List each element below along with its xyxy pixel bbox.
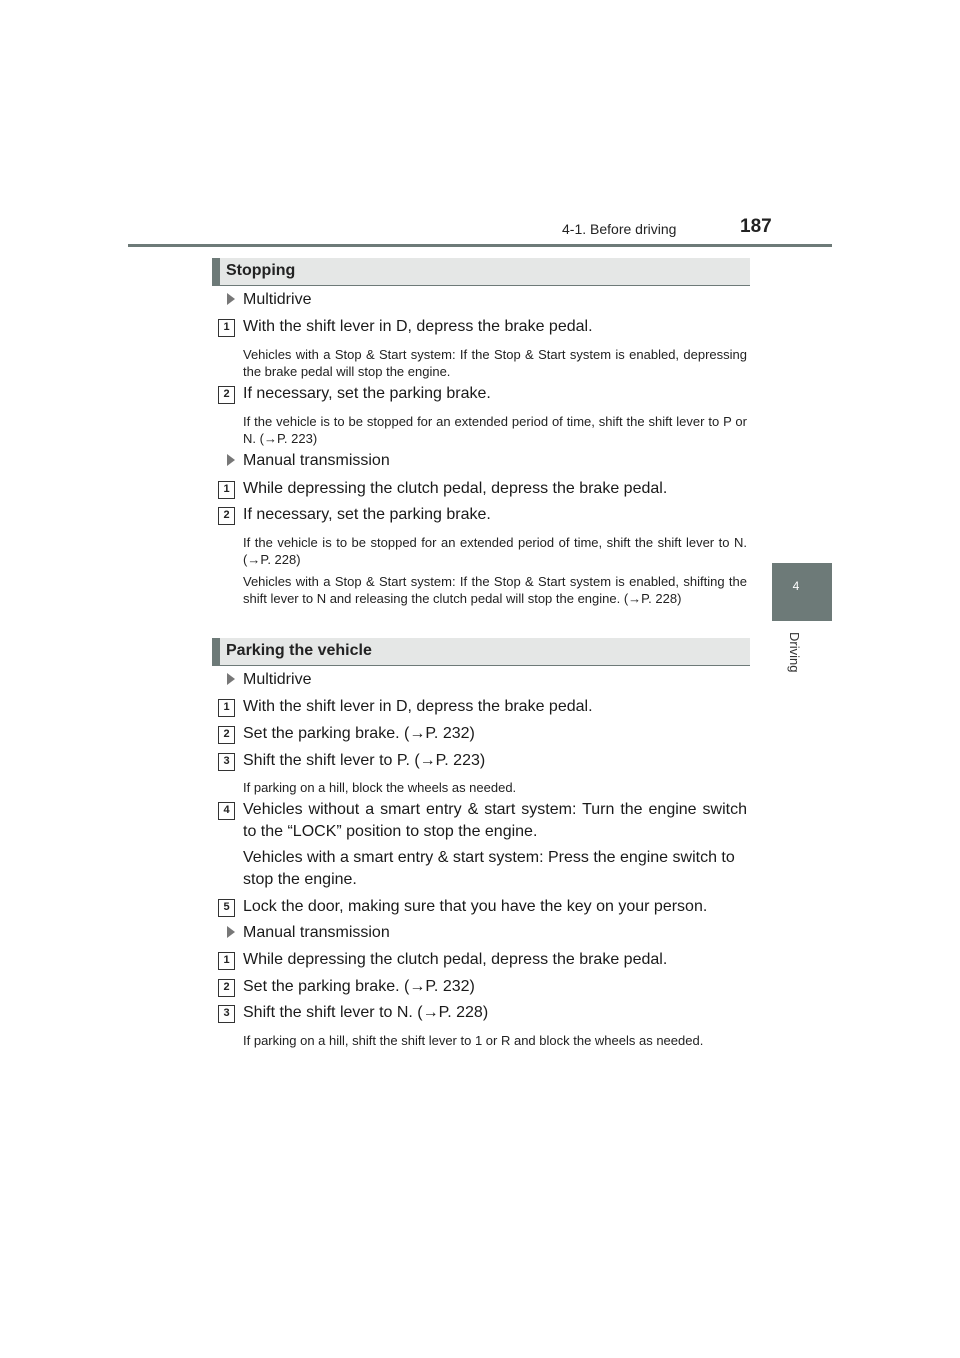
step-text: Shift the shift lever to P. (→P. 223) [243, 752, 486, 769]
chapter-label: Driving [787, 632, 802, 673]
step-number-badge: 1 [218, 481, 235, 499]
chapter-tab [772, 563, 832, 621]
step-number-badge: 2 [218, 726, 235, 744]
step-text: Lock the door, making sure that you have the key on your person. [243, 898, 708, 915]
step-number-badge: 2 [218, 507, 235, 525]
step-text: While depressing the clutch pedal, depress the brake pedal. [243, 951, 668, 968]
section-heading-text: Stopping [226, 262, 296, 279]
page-number: 187 [740, 216, 772, 237]
step-number-badge: 1 [218, 319, 235, 337]
subheading-manual-transmission: Manual transmission [227, 452, 390, 470]
step-note: If parking on a hill, shift the shift lever to 1 or R and block the wheels as needed. [243, 1033, 704, 1048]
step-text: With the shift lever in D, depress the brake pedal. [243, 698, 593, 715]
step-text: Vehicles with a smart entry & start system: Press the engine switch to stop the engine. [243, 849, 735, 888]
subheading-multidrive: Multidrive [227, 291, 311, 309]
section-heading-parking [212, 638, 750, 666]
step-text: Set the parking brake. (→P. 232) [243, 725, 475, 742]
section-heading-text: Parking the vehicle [226, 642, 372, 659]
step-number-badge: 3 [218, 753, 235, 771]
step-number-badge: 1 [218, 699, 235, 717]
step-note: If parking on a hill, block the wheels as needed. [243, 780, 517, 795]
step-note: If the vehicle is to be stopped for an extended period of time, shift the shift lever to P or N. (→P. 223) [243, 414, 747, 446]
subheading-manual-transmission: Manual transmission [227, 924, 390, 942]
running-header-section: 4-1. Before driving [562, 221, 677, 237]
step-text: With the shift lever in D, depress the brake pedal. [243, 318, 593, 335]
step-text: While depressing the clutch pedal, depress the brake pedal. [243, 480, 668, 497]
triangle-bullet-icon [227, 926, 235, 938]
step-number-badge: 2 [218, 386, 235, 404]
step-number-badge: 1 [218, 952, 235, 970]
step-number-badge: 4 [218, 802, 235, 820]
subheading-multidrive: Multidrive [227, 671, 311, 689]
step-text: If necessary, set the parking brake. [243, 506, 491, 523]
step-note: Vehicles with a Stop & Start system: If the Stop & Start system is enabled, shifting the shift lever to N and releasing the clutch pedal will stop the engine. (→P. 228) [243, 574, 747, 606]
step-text: Vehicles without a smart entry & start system: Turn the engine switch to the “LOCK” position to stop the engine. [243, 801, 747, 840]
step-number-badge: 2 [218, 979, 235, 997]
step-note: If the vehicle is to be stopped for an extended period of time, shift the shift lever to N. (→P. 228) [243, 535, 747, 567]
step-note: Vehicles with a Stop & Start system: If the Stop & Start system is enabled, depressing the brake pedal will stop the engine. [243, 347, 747, 379]
triangle-bullet-icon [227, 454, 235, 466]
step-number-badge: 5 [218, 899, 235, 917]
triangle-bullet-icon [227, 673, 235, 685]
header-rule [128, 244, 832, 247]
step-text: Set the parking brake. (→P. 232) [243, 978, 475, 995]
step-number-badge: 3 [218, 1005, 235, 1023]
step-text: Shift the shift lever to N. (→P. 228) [243, 1004, 489, 1021]
section-heading-stopping [212, 258, 750, 286]
step-text: If necessary, set the parking brake. [243, 385, 491, 402]
triangle-bullet-icon [227, 293, 235, 305]
chapter-number: 4 [792, 579, 800, 593]
